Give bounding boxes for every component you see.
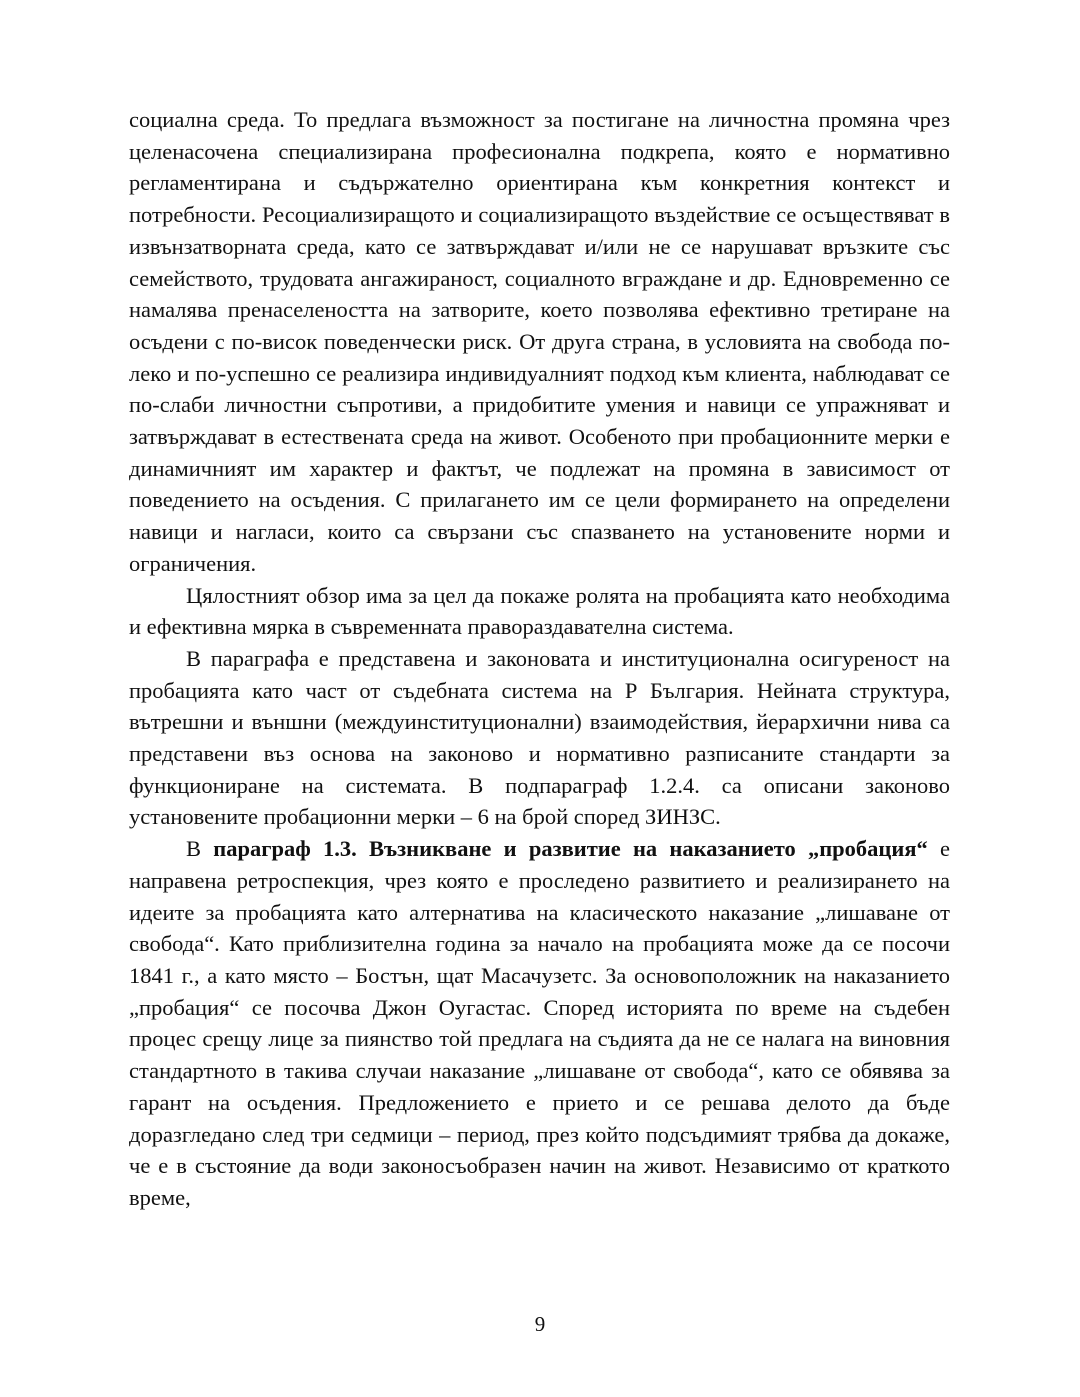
paragraph-4-prefix: В [186,836,214,862]
paragraph-3: В параграфа е представена и законовата и институционална осигуреност на пробацията като част от съдебната система на Р България. Нейната структура, вътрешни и външни (междуинституционални) взаимодействия, йерархични нива са представени въз основа на законово и нормативно разписаните стандарти за функциониране на системата. В подпараграф 1.2.4. са описани законово установените пробационни мерки – 6 на брой според ЗИНЗС. [129,645,950,830]
paragraph-1: социална среда. То предлага възможност за постигане на личностна промяна чрез целенасочена специализирана професионална подкрепа, която е нормативно регламентирана и съдържателно ориентирана към конкретния контекст и потребности. Ресоциализиращото и социализиращото въздействие се осъществяват в извънзатворната среда, като се затвърждават и/или не се нарушават връзките със семейството, трудовата ангажираност, социалното вграждане и др. Едновременно се намалява пренаселеността на затворите, което позволява ефективно третиране на осъдени с по-висок поведенчески риск. От друга страна, в условията на свобода по-леко и по-успешно се реализира индивидуалният подход към клиента, наблюдават се по-слаби личностни съпротиви, а придобитите умения и навици се упражняват и затвърждават в естествената среда на живот. Особеното при пробационните мерки е динамичният им характер и фактът, че подлежат на промяна в зависимост от поведението на осъдения. С прилагането им се цели формирането на определени навици и нагласи, които са свързани със спазването на установените норми и ограничения. [129,107,950,576]
page-number: 9 [534,1312,546,1336]
paragraph-2: Цялостният обзор има за цел да покаже ролята на пробацията като необходима и ефективна мярка в съвременната правораздавателна система. [129,582,950,640]
section-heading-1-3: параграф 1.3. Възникване и развитие на наказанието „пробация“ [213,836,928,862]
paragraph-4-text: е направена ретроспекция, чрез която е проследено развитието и реализирането на идеите за пробацията като алтернатива на класическото наказание „лишаване от свобода“. Като приблизителна година за начало на пробацията може да се посочи 1841 г., а като място – Бостън, щат Масачузетс. За основоположник на наказанието „пробация“ се посочва Джон Оугастас. Според историята по време на съдебен процес срещу лице за пиянство той предлага на съдията да не се налага на виновния стандартното в такива случаи наказание „лишаване от свобода“, като се обявява за гарант на осъдения. Предложението е прието и се решава делото да бъде доразгледано след три седмици – период, през който подсъдимият трябва да докаже, че е в състояние да води законосъобразен начин на живот. Независимо от краткото време, [129,836,950,1210]
paragraph-4 [129,833,950,1213]
body-text [129,104,950,1214]
